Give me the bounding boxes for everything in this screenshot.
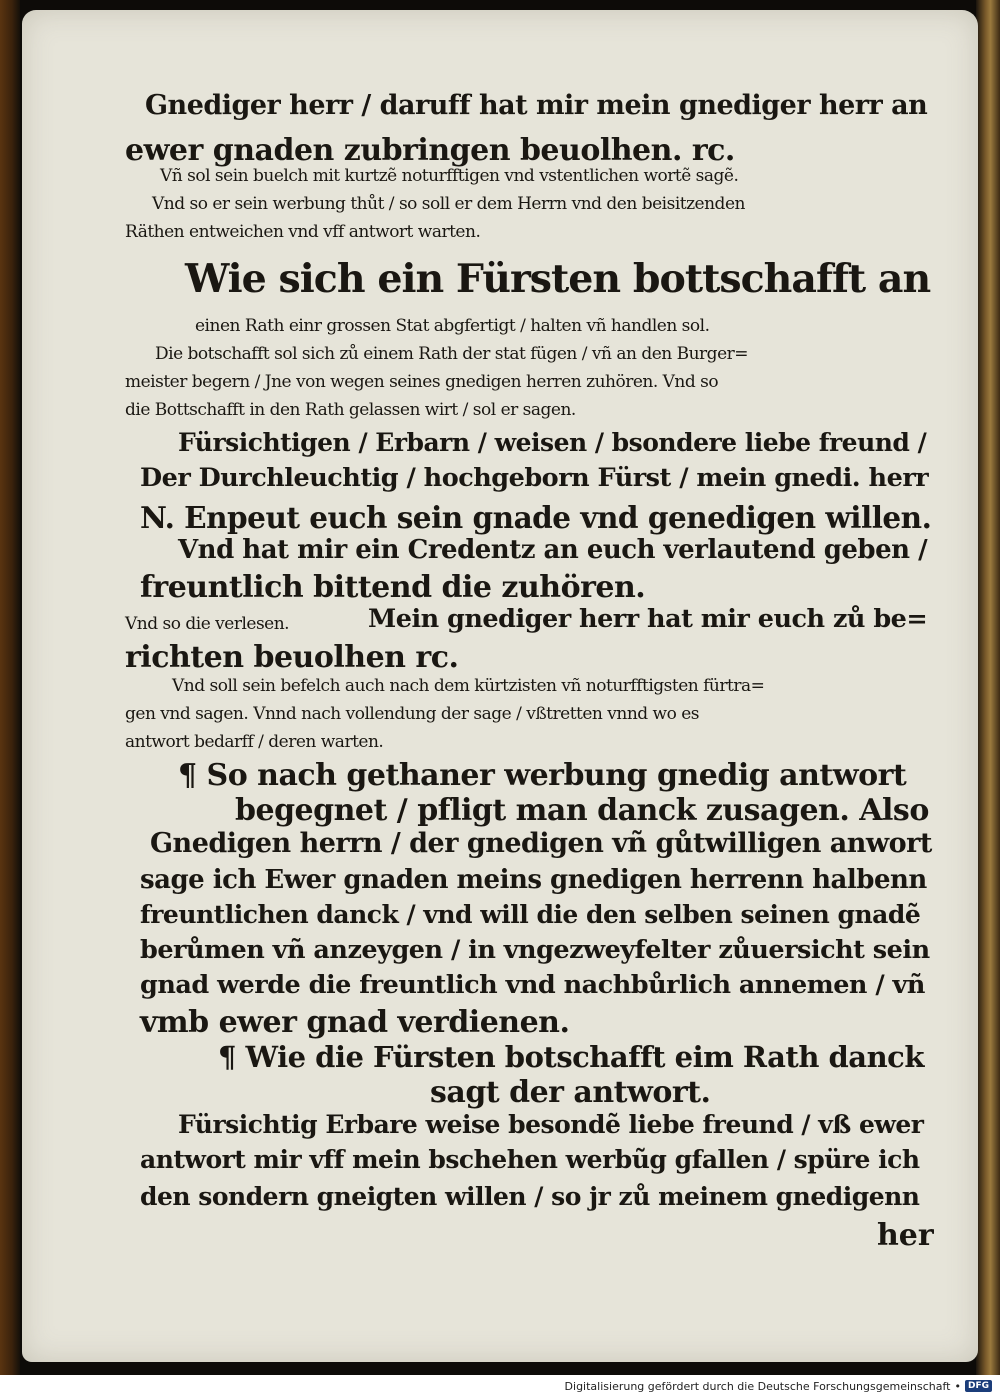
text-line: Gnediger herr / daruff hat mir mein gnediger herr an [145,90,928,121]
text-line: den sondern gneigten willen / so jr zů meinem gnedigenn [140,1182,920,1211]
text-line: richten beuolhen rc. [125,640,459,675]
footer-credit [565,1378,992,1394]
catchword: her [877,1218,934,1253]
text-line: vmb ewer gnad verdienen. [140,1005,570,1040]
text-line: meister begern / Jne von wegen seines gnedigen herren zuhören. Vnd so [125,372,719,392]
text-line: Gnedigen herrn / der gnedigen vñ gůtwilligen anwort [150,828,932,859]
subheading: ¶ So nach gethaner werbung gnedig antwort [178,758,907,793]
text-line: N. Enpeut euch sein gnade vnd genedigen willen. [140,500,932,535]
subheading: sagt der antwort. [430,1075,711,1110]
text-line: sage ich Ewer gnaden meins gnedigen herrenn halbenn [140,865,927,895]
footer-separator: • [954,1379,961,1393]
text-line: gen vnd sagen. Vnnd nach vollendung der sage / vßtretten vnnd wo es [125,704,700,724]
text-line: Vnd hat mir ein Credentz an euch verlautend geben / [178,535,928,565]
text-line: antwort bedarff / deren warten. [125,732,384,752]
text-line: Mein gnediger herr hat mir euch zů be= [368,604,928,634]
book-edge-left [0,0,20,1375]
text-line: antwort mir vff mein bschehen werbũg gfallen / spüre ich [140,1145,920,1174]
text-line: Vnd so die verlesen. [125,614,290,634]
text-line: gnad werde die freuntlich vnd nachbůrlich annemen / vñ [140,970,925,1000]
text-line: Vnd soll sein befelch auch nach dem kürtzisten vñ noturfftigsten fürtra= [172,676,765,696]
text-line: freuntlich bittend die zuhören. [140,570,646,605]
subheading: begegnet / pfligt man danck zusagen. Also [235,793,929,828]
section-heading: Wie sich ein Fürsten bottschafft an [185,256,931,302]
text-line: Der Durchleuchtig / hochgeborn Fürst / mein gnedi. herr [140,463,929,493]
text-line: berůmen vñ anzeygen / in vngezweyfelter zůuersicht sein [140,935,930,965]
text-line: Die botschafft sol sich zů einem Rath der stat fügen / vñ an den Burger= [155,344,748,364]
footer-text: Digitalisierung gefördert durch die Deutsche Forschungsgemeinschaft [564,1379,951,1393]
text-line: Vñ sol sein buelch mit kurtzẽ noturfftigen vnd vstentlichen wortẽ sagẽ. [160,166,739,186]
book-edge-right [976,0,1000,1375]
text-line: einen Rath einr grossen Stat abgfertigt / halten vñ handlen sol. [195,316,710,336]
text-line: Vnd so er sein werbung thůt / so soll er dem Herrn vnd den beisitzenden [152,194,745,214]
text-line: Fürsichtig Erbare weise besondẽ liebe freund / vß ewer [178,1110,924,1139]
text-line: ewer gnaden zubringen beuolhen. rc. [125,133,735,168]
subheading: ¶ Wie die Fürsten botschafft eim Rath danck [218,1040,924,1074]
dfg-logo-icon: DFG [965,1380,992,1392]
text-line: freuntlichen danck / vnd will die den selben seinen gnadẽ [140,900,921,929]
text-line: Fürsichtigen / Erbarn / weisen / bsondere liebe freund / [178,428,927,457]
text-line: Räthen entweichen vnd vff antwort warten. [125,222,481,242]
text-line: die Bottschafft in den Rath gelassen wirt / sol er sagen. [125,400,576,420]
